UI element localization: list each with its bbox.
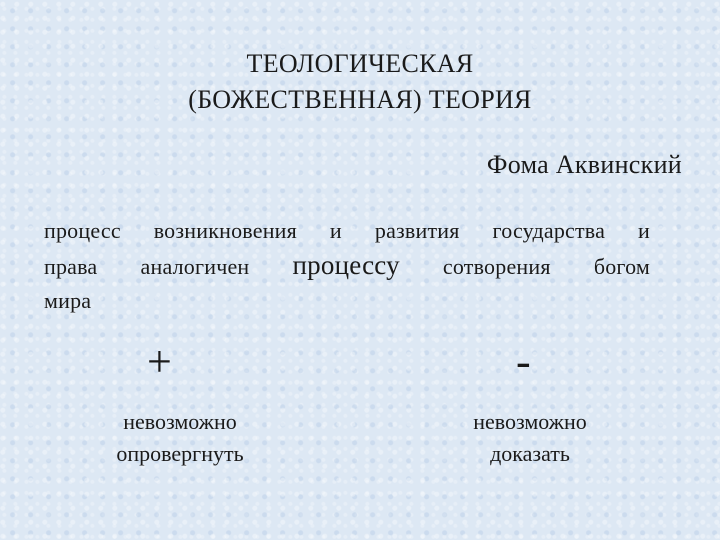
theory-description — [44, 214, 650, 318]
title-line-2: (БОЖЕСТВЕННАЯ) ТЕОРИЯ — [188, 85, 532, 114]
description-line-3: мира — [44, 288, 92, 313]
pros-line-1: невозможно — [123, 409, 237, 434]
cons-line-2: доказать — [490, 441, 570, 466]
description-line-2-end: сотворения богом — [399, 254, 650, 279]
description-emphasis: процессу — [292, 250, 400, 280]
cons-text — [420, 406, 640, 470]
pros-text — [70, 406, 290, 470]
description-line-2-start: права аналогичен — [44, 254, 293, 279]
description-line-2 — [44, 248, 650, 284]
title-line-1: ТЕОЛОГИЧЕСКАЯ — [246, 49, 474, 78]
minus-sign: - — [516, 337, 531, 386]
description-line-1: процесс возникновения и развития государства и — [44, 218, 650, 243]
author-name: Фома Аквинский — [486, 150, 682, 179]
pros-line-2: опровергнуть — [116, 441, 244, 466]
slide-title — [0, 46, 720, 118]
cons-line-1: невозможно — [473, 409, 587, 434]
plus-sign: + — [147, 337, 172, 386]
